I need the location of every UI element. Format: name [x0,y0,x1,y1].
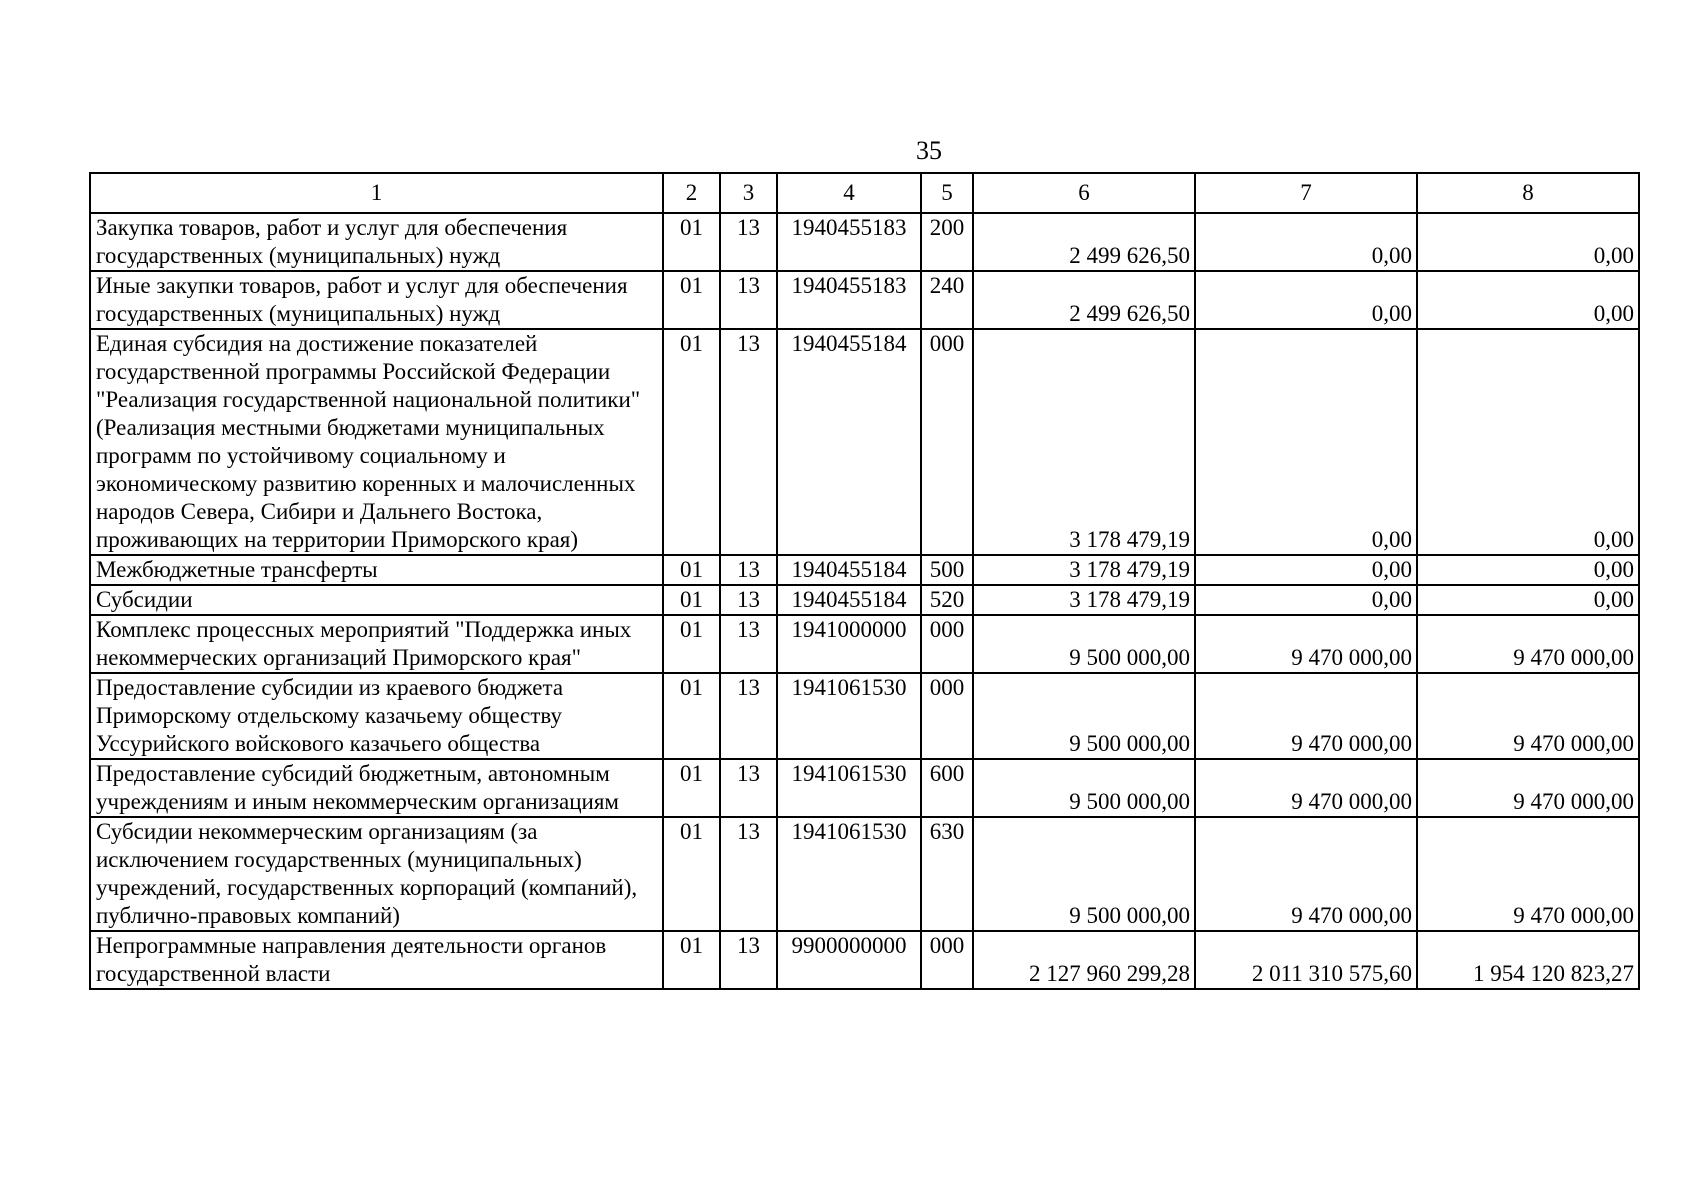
amount-col-8: 0,00 [1417,213,1639,271]
subsection-code: 13 [720,585,777,615]
expense-type-code: 000 [921,329,973,555]
amount-col-8: 9 470 000,00 [1417,673,1639,759]
expense-type-code: 520 [921,585,973,615]
expense-type-code: 630 [921,817,973,931]
amount-col-6: 3 178 479,19 [973,555,1195,585]
expense-name: Закупка товаров, работ и услуг для обеспечения государственных (муниципальных) нужд [90,213,663,271]
column-numbers-row [90,173,1639,213]
amount-col-7: 0,00 [1195,585,1417,615]
subsection-code: 13 [720,759,777,817]
amount-col-7: 0,00 [1195,213,1417,271]
table-row [90,555,1639,585]
budget-table [89,172,1640,990]
column-header: 5 [921,173,973,213]
expense-name: Непрограммные направления деятельности органов государственной власти [90,931,663,989]
amount-col-6: 9 500 000,00 [973,615,1195,673]
amount-col-7: 0,00 [1195,555,1417,585]
section-code: 01 [663,329,720,555]
table-row [90,329,1639,555]
target-article-code: 1941061530 [777,673,921,759]
expense-name: Иные закупки товаров, работ и услуг для обеспечения государственных (муниципальных) нужд [90,271,663,329]
expense-type-code: 600 [921,759,973,817]
target-article-code: 1940455184 [777,555,921,585]
section-code: 01 [663,673,720,759]
column-header: 8 [1417,173,1639,213]
table-row [90,271,1639,329]
expense-name: Межбюджетные трансферты [90,555,663,585]
target-article-code: 1941061530 [777,759,921,817]
amount-col-6: 3 178 479,19 [973,329,1195,555]
target-article-code: 1941061530 [777,817,921,931]
amount-col-7: 2 011 310 575,60 [1195,931,1417,989]
section-code: 01 [663,555,720,585]
amount-col-8: 1 954 120 823,27 [1417,931,1639,989]
table-row [90,673,1639,759]
amount-col-7: 9 470 000,00 [1195,759,1417,817]
amount-col-6: 2 499 626,50 [973,213,1195,271]
amount-col-7: 0,00 [1195,329,1417,555]
section-code: 01 [663,271,720,329]
amount-col-6: 3 178 479,19 [973,585,1195,615]
expense-type-code: 500 [921,555,973,585]
target-article-code: 1940455184 [777,329,921,555]
page-number: 35 [916,136,942,165]
target-article-code: 1941000000 [777,615,921,673]
column-header: 3 [720,173,777,213]
amount-col-6: 9 500 000,00 [973,673,1195,759]
column-header: 7 [1195,173,1417,213]
expense-type-code: 000 [921,673,973,759]
amount-col-6: 2 499 626,50 [973,271,1195,329]
amount-col-6: 9 500 000,00 [973,817,1195,931]
amount-col-7: 9 470 000,00 [1195,817,1417,931]
target-article-code: 9900000000 [777,931,921,989]
column-header: 2 [663,173,720,213]
target-article-code: 1940455184 [777,585,921,615]
expense-type-code: 000 [921,615,973,673]
table-row [90,817,1639,931]
subsection-code: 13 [720,931,777,989]
column-header: 6 [973,173,1195,213]
column-header: 4 [777,173,921,213]
subsection-code: 13 [720,213,777,271]
expense-name: Предоставление субсидии из краевого бюджета Приморскому отдельскому казачьему обществу Уссурийского войскового казачьего общества [90,673,663,759]
section-code: 01 [663,817,720,931]
amount-col-8: 0,00 [1417,329,1639,555]
section-code: 01 [663,931,720,989]
amount-col-8: 9 470 000,00 [1417,817,1639,931]
table-row [90,585,1639,615]
subsection-code: 13 [720,673,777,759]
section-code: 01 [663,615,720,673]
subsection-code: 13 [720,615,777,673]
subsection-code: 13 [720,271,777,329]
expense-name: Единая субсидия на достижение показателей государственной программы Российской Федерации "Реализация государственной национальной политики" (Реализация местными бюджетами муниципальных программ по устойчивому социальному и экономическому развитию коренных и малочисленных народов Севера, Сибири и Дальнего Востока, проживающих на территории Приморского края) [90,329,663,555]
amount-col-7: 9 470 000,00 [1195,673,1417,759]
expense-type-code: 240 [921,271,973,329]
table-row [90,759,1639,817]
amount-col-7: 9 470 000,00 [1195,615,1417,673]
target-article-code: 1940455183 [777,213,921,271]
amount-col-8: 0,00 [1417,585,1639,615]
expense-name: Субсидии [90,585,663,615]
expense-name: Комплекс процессных мероприятий "Поддержка иных некоммерческих организаций Приморского края" [90,615,663,673]
table-row [90,931,1639,989]
subsection-code: 13 [720,817,777,931]
table-row [90,213,1639,271]
target-article-code: 1940455183 [777,271,921,329]
section-code: 01 [663,585,720,615]
amount-col-6: 9 500 000,00 [973,759,1195,817]
expense-type-code: 000 [921,931,973,989]
table-row [90,615,1639,673]
subsection-code: 13 [720,555,777,585]
section-code: 01 [663,213,720,271]
expense-name: Предоставление субсидий бюджетным, автономным учреждениям и иным некоммерческим организациям [90,759,663,817]
amount-col-8: 9 470 000,00 [1417,615,1639,673]
subsection-code: 13 [720,329,777,555]
amount-col-8: 0,00 [1417,555,1639,585]
column-header: 1 [90,173,663,213]
amount-col-6: 2 127 960 299,28 [973,931,1195,989]
amount-col-8: 0,00 [1417,271,1639,329]
amount-col-8: 9 470 000,00 [1417,759,1639,817]
section-code: 01 [663,759,720,817]
expense-type-code: 200 [921,213,973,271]
expense-name: Субсидии некоммерческим организациям (за исключением государственных (муниципальных) учреждений, государственных корпораций (компаний), публично-правовых компаний) [90,817,663,931]
amount-col-7: 0,00 [1195,271,1417,329]
